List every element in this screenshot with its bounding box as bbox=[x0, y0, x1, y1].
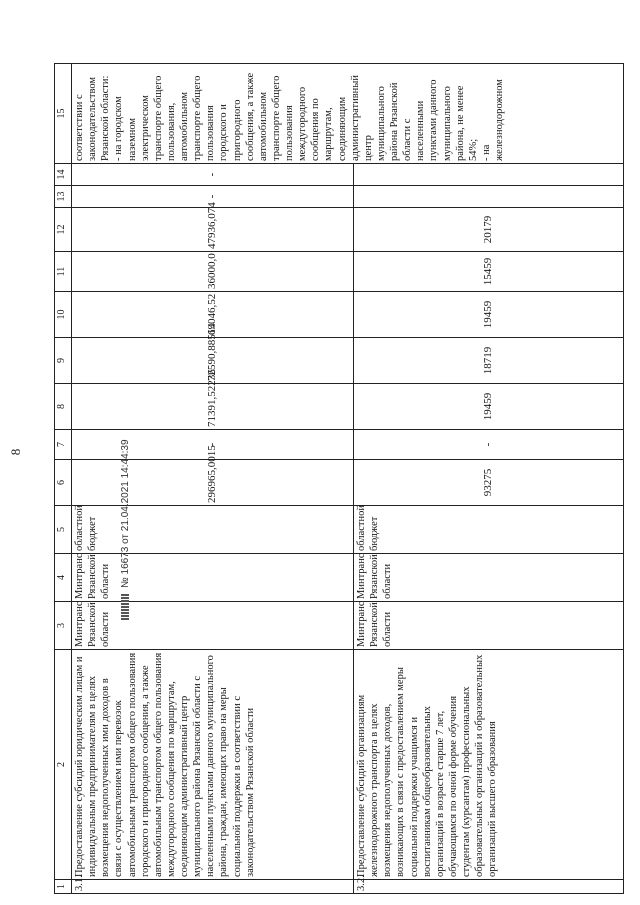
year-value: - bbox=[72, 430, 354, 460]
page-number: 8 bbox=[8, 448, 23, 456]
year-value: 19459 bbox=[354, 292, 624, 338]
measure-description: Предоставление субсидий организациям железнодорожного транспорта в целях возмещения недополученных доходов, возникающих в связи с предоставлением меры социальной поддержки учащимся и воспитанникам общеобразовательных организаций в возрасте старше 7 лет, обучающимся по очной форме обучения студентам (курсантам) профессиональных образовательных организаций и образовательных организаций высшего образования bbox=[354, 650, 624, 880]
responsible-executor: Минтранс Рязанской области bbox=[72, 602, 354, 650]
year-value: 18719 bbox=[354, 338, 624, 384]
year-value bbox=[354, 164, 624, 186]
year-value: 20179 bbox=[354, 208, 624, 252]
year-value: 36000,0 bbox=[72, 252, 354, 292]
year-value: - bbox=[354, 430, 624, 460]
year-value: 15459 bbox=[354, 252, 624, 292]
row-number: 3.2. bbox=[354, 880, 624, 894]
year-value: 19459 bbox=[354, 384, 624, 430]
col-header-5: 5 bbox=[55, 506, 72, 554]
col-header-6: 6 bbox=[55, 460, 72, 506]
table-row bbox=[354, 64, 624, 894]
main-manager: Минтранс Рязанской области bbox=[72, 554, 354, 602]
col-header-1: 1 bbox=[55, 880, 72, 894]
col-header-7: 7 bbox=[55, 430, 72, 460]
year-value: - bbox=[72, 186, 354, 208]
rotated-table-container bbox=[54, 64, 624, 894]
col-header-11: 11 bbox=[55, 252, 72, 292]
funding-source: областной бюджет bbox=[72, 506, 354, 554]
table-row bbox=[72, 64, 354, 894]
col-header-9: 9 bbox=[55, 338, 72, 384]
total-amount: 93275 bbox=[354, 460, 624, 506]
registration-number: № 16673 от 21.04.2021 14:44:39 bbox=[120, 439, 131, 588]
expected-result: соответствии с законодательством Рязанской области: - на городском наземном электрическом транспорте общего пользования, автомобильном транспорте общего пользования городского и пригородного сообщения, а также автомобильном транспорте общего пользования междугородного сообщения по маршрутам, соединяющим административный центр муниципального района Рязанской области с населенными пунктами данного муниципального района, не менее 54%; - на железнодорожном bbox=[72, 64, 624, 164]
row-number: 3.1. bbox=[72, 880, 354, 894]
year-value: 72590,88514 bbox=[72, 338, 354, 384]
year-value: 47936,074 bbox=[72, 208, 354, 252]
col-header-8: 8 bbox=[55, 384, 72, 430]
year-value bbox=[354, 186, 624, 208]
responsible-executor: Минтранс Рязанской области bbox=[354, 602, 624, 650]
total-amount: 296965,0015 bbox=[72, 460, 354, 506]
col-header-10: 10 bbox=[55, 292, 72, 338]
col-header-4: 4 bbox=[55, 554, 72, 602]
main-manager: Минтранс Рязанской области bbox=[354, 554, 624, 602]
col-header-3: 3 bbox=[55, 602, 72, 650]
col-header-12: 12 bbox=[55, 208, 72, 252]
year-value: 71391,52236 bbox=[72, 384, 354, 430]
document-footer bbox=[120, 439, 140, 640]
header-row bbox=[55, 64, 72, 894]
col-header-13: 13 bbox=[55, 186, 72, 208]
barcode-stamp bbox=[121, 594, 129, 620]
year-value: 69046,52 bbox=[72, 292, 354, 338]
measure-description: Предоставление субсидий юридическим лицам и индивидуальным предпринимателям в целях возмещения недополученных ими доходов в связи с осуществлением ими перевозок автомобильным транспортом общего пользования городского и пригородного сообщения, а также автомобильным транспортом общего пользования междугородного сообщения по маршрутам, соединяющим административный центр муниципального района Рязанской области с населенными пунктами данного муниципального района, граждан, имеющих право на меры социальной поддержки в соответствии с законодательством Рязанской области bbox=[72, 650, 354, 880]
col-header-15: 15 bbox=[55, 64, 72, 164]
year-value: - bbox=[72, 164, 354, 186]
col-header-2: 2 bbox=[55, 650, 72, 880]
funding-source: областной бюджет bbox=[354, 506, 624, 554]
program-table bbox=[54, 63, 624, 894]
col-header-14: 14 bbox=[55, 164, 72, 186]
